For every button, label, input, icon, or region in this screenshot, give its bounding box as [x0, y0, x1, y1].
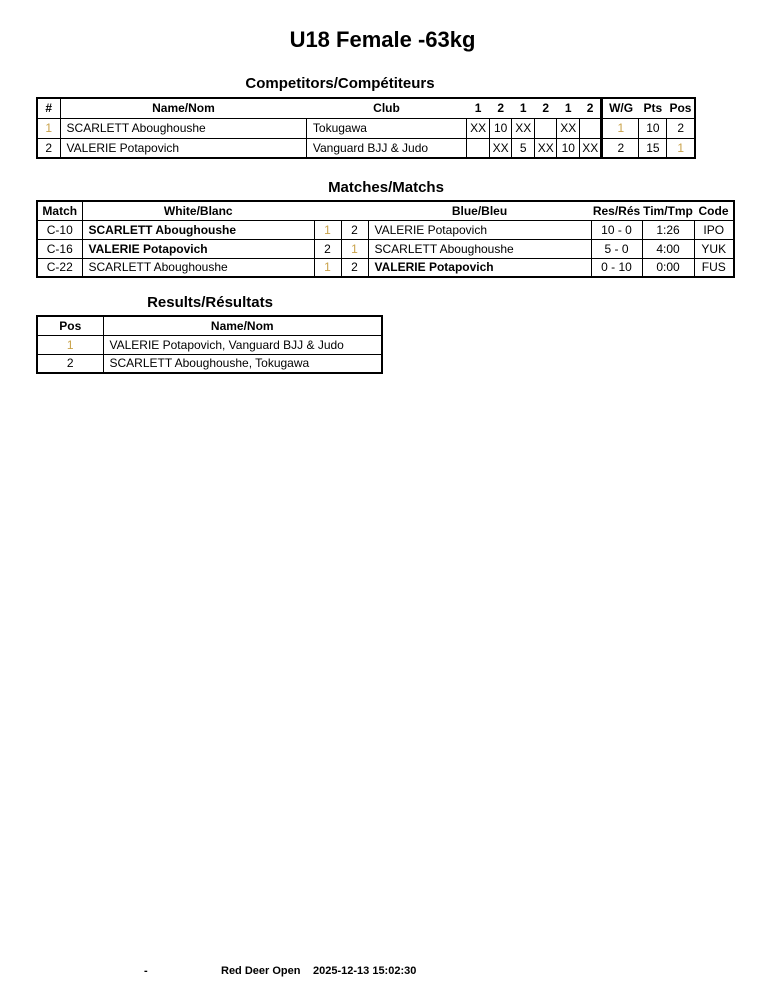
match-time: 4:00 [642, 239, 694, 258]
header-white-number [314, 201, 341, 220]
competitor-number: 2 [37, 138, 60, 158]
competitors-heading: Competitors/Compétiteurs [245, 75, 435, 92]
header-result: Res/Rés [591, 201, 642, 220]
result-name: SCARLETT Aboughoushe, Tokugawa [103, 354, 382, 373]
wins-group-value: 1 [602, 118, 639, 138]
points-value: 10 [639, 118, 667, 138]
match-result: 0 - 10 [591, 258, 642, 277]
results-header-row [37, 316, 382, 335]
competitor-number: 1 [37, 118, 60, 138]
match-result: 5 - 0 [591, 239, 642, 258]
match-result: 10 - 0 [591, 220, 642, 239]
white-competitor-number: 1 [314, 258, 341, 277]
competitor-row [37, 118, 695, 138]
header-grid-6: 2 [580, 98, 602, 118]
header-name: Name/Nom [60, 98, 306, 118]
blue-competitor-number: 1 [341, 239, 368, 258]
white-competitor-name: SCARLETT Aboughoushe [82, 258, 314, 277]
results-heading: Results/Résultats [147, 294, 273, 311]
footer-dash: - [144, 965, 148, 977]
header-time: Tim/Tmp [642, 201, 694, 220]
competitor-name: SCARLETT Aboughoushe [60, 118, 306, 138]
matches-heading: Matches/Matchs [328, 179, 444, 196]
match-time: 0:00 [642, 258, 694, 277]
result-position: 2 [37, 354, 103, 373]
wins-group-value: 2 [602, 138, 639, 158]
header-match: Match [37, 201, 82, 220]
header-white: White/Blanc [82, 201, 314, 220]
grid-cell: XX [580, 138, 602, 158]
match-id: C-10 [37, 220, 82, 239]
match-code: YUK [694, 239, 734, 258]
competitor-club: Tokugawa [306, 118, 466, 138]
match-code: IPO [694, 220, 734, 239]
match-row [37, 258, 734, 277]
match-id: C-16 [37, 239, 82, 258]
header-position: Pos [37, 316, 103, 335]
footer-event-name: Red Deer Open [221, 965, 301, 977]
header-grid-4: 2 [535, 98, 557, 118]
result-name: VALERIE Potapovich, Vanguard BJJ & Judo [103, 335, 382, 354]
header-code: Code [694, 201, 734, 220]
blue-competitor-name: VALERIE Potapovich [368, 220, 591, 239]
page-footer [0, 965, 765, 981]
competitor-name: VALERIE Potapovich [60, 138, 306, 158]
results-table [36, 315, 383, 374]
header-points: Pts [639, 98, 667, 118]
grid-cell: 5 [512, 138, 535, 158]
white-competitor-number: 1 [314, 220, 341, 239]
grid-cell [535, 118, 557, 138]
result-row [37, 354, 382, 373]
competitor-row [37, 138, 695, 158]
header-grid-3: 1 [512, 98, 535, 118]
matches-table [36, 200, 735, 278]
competitors-table [36, 97, 696, 159]
match-time: 1:26 [642, 220, 694, 239]
grid-cell [580, 118, 602, 138]
match-row [37, 239, 734, 258]
grid-cell: XX [467, 118, 490, 138]
points-value: 15 [639, 138, 667, 158]
header-club: Club [306, 98, 466, 118]
competitors-header-row [37, 98, 695, 118]
header-name: Name/Nom [103, 316, 382, 335]
header-position: Pos [667, 98, 695, 118]
blue-competitor-number: 2 [341, 220, 368, 239]
header-grid-2: 2 [490, 98, 512, 118]
blue-competitor-name: VALERIE Potapovich [368, 258, 591, 277]
grid-cell: XX [557, 118, 580, 138]
grid-cell: XX [535, 138, 557, 158]
result-row [37, 335, 382, 354]
white-competitor-name: SCARLETT Aboughoushe [82, 220, 314, 239]
position-value: 2 [667, 118, 695, 138]
grid-cell: XX [490, 138, 512, 158]
header-grid-1: 1 [467, 98, 490, 118]
page-title: U18 Female -63kg [289, 27, 476, 52]
grid-cell: XX [512, 118, 535, 138]
grid-cell: 10 [490, 118, 512, 138]
header-grid-5: 1 [557, 98, 580, 118]
match-code: FUS [694, 258, 734, 277]
position-value: 1 [667, 138, 695, 158]
competitor-club: Vanguard BJJ & Judo [306, 138, 466, 158]
match-row [37, 220, 734, 239]
blue-competitor-number: 2 [341, 258, 368, 277]
header-number-sign: # [37, 98, 60, 118]
header-wins-group: W/G [602, 98, 639, 118]
header-blue: Blue/Bleu [368, 201, 591, 220]
white-competitor-name: VALERIE Potapovich [82, 239, 314, 258]
header-blue-number [341, 201, 368, 220]
matches-header-row [37, 201, 734, 220]
blue-competitor-name: SCARLETT Aboughoushe [368, 239, 591, 258]
result-position: 1 [37, 335, 103, 354]
grid-cell: 10 [557, 138, 580, 158]
match-id: C-22 [37, 258, 82, 277]
white-competitor-number: 2 [314, 239, 341, 258]
footer-timestamp: 2025-12-13 15:02:30 [313, 965, 417, 977]
grid-cell [467, 138, 490, 158]
